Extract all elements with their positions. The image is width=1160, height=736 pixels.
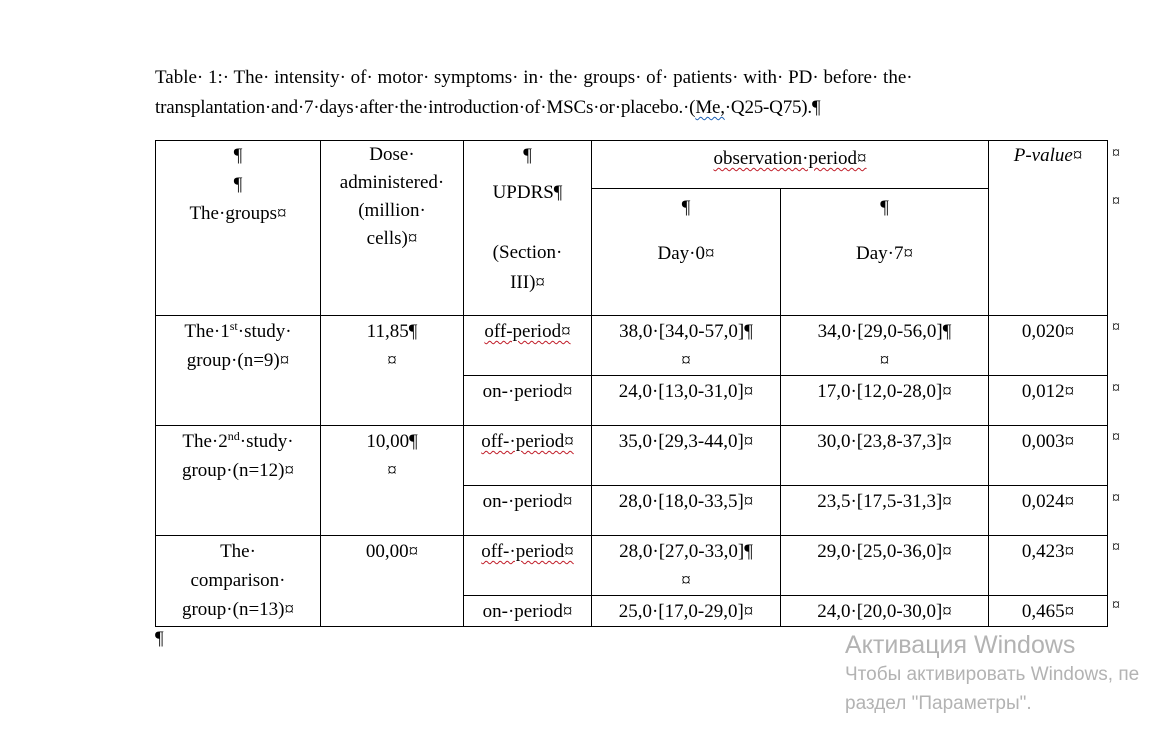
group-1-on-day7: 17,0·[12,0-28,0]¤ [781, 376, 989, 426]
group-1-off-p: 0,020¤ [989, 316, 1108, 376]
group-2-off-p: 0,003¤ [989, 426, 1108, 486]
header-day-7 [781, 189, 989, 316]
table-row [156, 426, 1108, 486]
header-groups-marks: ¶ ¶ [233, 145, 243, 195]
row-end-mark: ¤ [1112, 490, 1120, 507]
caption-line-2 [155, 93, 1087, 123]
group-1-off-period-label: off-period¤ [484, 321, 571, 342]
header-day-0 [592, 189, 781, 316]
group-3-off-period [464, 536, 592, 596]
group-3-off-p: 0,423¤ [989, 536, 1108, 596]
header-day-0-mark: ¶ [681, 197, 691, 219]
group-1-off-period [464, 316, 592, 376]
row-end-mark: ¤ [1112, 597, 1120, 614]
row-end-mark: ¤ [1112, 429, 1120, 446]
caption-me-abbrev: Me, [695, 97, 725, 118]
group-2-off-period-label: off-·period¤ [481, 431, 574, 452]
group-2-on-day7: 23,5·[17,5-31,3]¤ [781, 486, 989, 536]
header-dose-label: Dose· administered· (million· cells)¤ [339, 144, 445, 249]
group-2-off-day7: 30,0·[23,8-37,3]¤ [781, 426, 989, 486]
group-1-on-p: 0,012¤ [989, 376, 1108, 426]
group-3-on-p: 0,465¤ [989, 596, 1108, 627]
group-1-on-day0: 24,0·[13,0-31,0]¤ [592, 376, 781, 426]
header-groups [156, 141, 321, 316]
row-end-mark: ¤ [1112, 193, 1120, 210]
paragraph-mark: ¶ [155, 628, 164, 649]
group-2-sup: nd [227, 429, 240, 443]
motor-symptoms-table [155, 140, 1108, 627]
group-1-off-day7: 34,0·[29,0-56,0]¶ ¤ [781, 316, 989, 376]
header-updrs-mark: ¶ [523, 145, 532, 166]
caption-line-1: Table· 1:· The· intensity· of· motor· symptoms· in· the· groups· of· patients· with· PD· before· the· [155, 67, 913, 88]
group-2-on-period [464, 486, 592, 536]
header-observation-period [592, 141, 989, 189]
header-groups-label: The·groups¤ [189, 203, 287, 224]
watermark-line-2: раздел "Параметры". [845, 693, 1032, 714]
header-p-value [989, 141, 1108, 316]
group-2-on-period-label: on-·period¤ [482, 491, 573, 512]
watermark-title: Активация Windows [845, 631, 1076, 659]
group-1-sup: st [229, 319, 238, 333]
table-row [156, 536, 1108, 596]
header-observation-label: observation·period¤ [713, 148, 867, 169]
group-1-dose: 11,85¶ ¤ [321, 316, 464, 426]
watermark-line-1: Чтобы активировать Windows, пе [845, 664, 1140, 685]
header-day-7-label: Day·7¤ [856, 243, 913, 265]
group-1-on-period-label: on-·period¤ [482, 381, 573, 402]
header-dose [321, 141, 464, 316]
group-3-cell: The· comparison· group·(n=13)¤ [156, 536, 321, 627]
header-day-7-mark: ¶ [880, 197, 889, 219]
group-1-on-period [464, 376, 592, 426]
group-1-cell [156, 316, 321, 426]
group-1-label-b: ·study· group·(n=9)¤ [186, 321, 292, 371]
group-3-on-period-label: on-·period¤ [482, 601, 573, 622]
group-2-cell [156, 426, 321, 536]
row-end-mark: ¤ [1112, 319, 1120, 336]
group-2-dose: 10,00¶ ¤ [321, 426, 464, 536]
group-3-on-day0: 25,0·[17,0-29,0]¤ [592, 596, 781, 627]
header-p-value-label: P-value¤ [1013, 145, 1083, 166]
group-2-label-a: The·2 [182, 431, 228, 452]
group-1-off-day0: 38,0·[34,0-57,0]¶ ¤ [592, 316, 781, 376]
caption-line-2-end: ·Q25-Q75).¶ [724, 97, 821, 118]
group-3-off-day0: 28,0·[27,0-33,0]¶ ¤ [592, 536, 781, 596]
table-row [156, 316, 1108, 376]
group-2-off-day0: 35,0·[29,3-44,0]¤ [592, 426, 781, 486]
group-3-off-day7: 29,0·[25,0-36,0]¤ [781, 536, 989, 596]
group-3-on-day7: 24,0·[20,0-30,0]¤ [781, 596, 989, 627]
group-2-on-p: 0,024¤ [989, 486, 1108, 536]
windows-activation-watermark [845, 630, 1160, 718]
group-2-label-b: ·study· group·(n=12)¤ [181, 431, 295, 481]
group-1-label-a: The·1 [184, 321, 230, 342]
row-end-mark: ¤ [1112, 380, 1120, 397]
group-3-dose: 00,00¤ [321, 536, 464, 627]
group-2-on-day0: 28,0·[18,0-33,5]¤ [592, 486, 781, 536]
group-3-on-period [464, 596, 592, 627]
row-end-mark: ¤ [1112, 145, 1120, 162]
header-day-0-label: Day·0¤ [657, 243, 715, 265]
table-caption [155, 63, 1087, 123]
caption-line-2-text: transplantation·and·7·days·after·the·introduction·of·MSCs·or·placebo.·( [155, 97, 696, 118]
row-end-mark: ¤ [1112, 539, 1120, 556]
header-updrs-label: UPDRS¶ (Section· III)¤ [492, 182, 563, 293]
group-2-off-period [464, 426, 592, 486]
header-updrs [464, 141, 592, 316]
group-3-off-period-label: off-·period¤ [481, 541, 574, 562]
